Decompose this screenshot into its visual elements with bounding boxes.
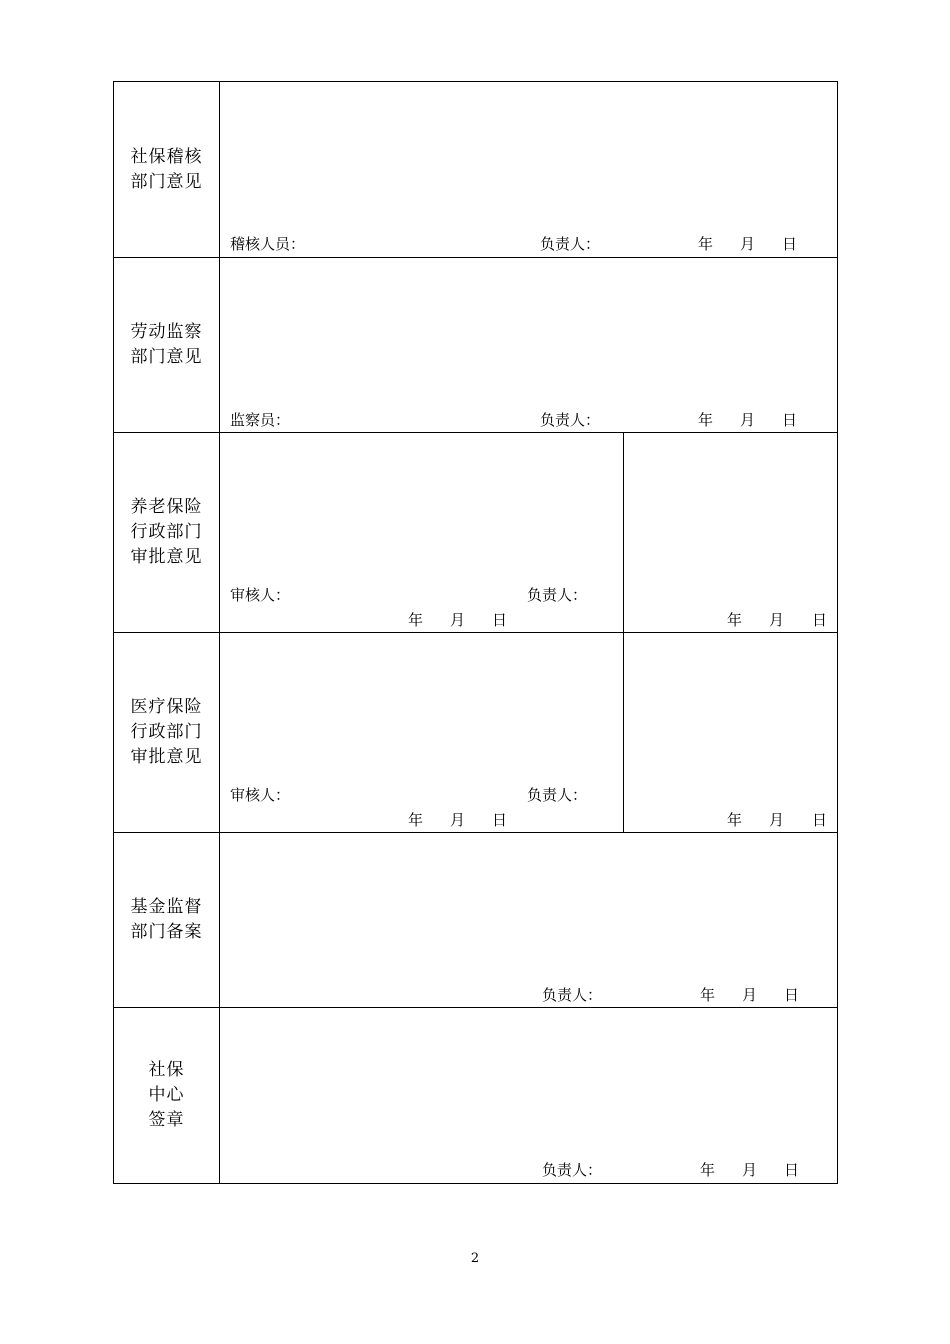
medical-responsible-label: 负责人： [527, 786, 588, 804]
labor-content-cell[interactable] [220, 258, 837, 432]
center-day-label: 日 [784, 1161, 800, 1179]
center-label-cell [114, 1008, 220, 1183]
pension-responsible-label: 负责人： [527, 586, 588, 604]
fund-responsible-label: 负责人： [542, 986, 603, 1004]
labor-responsible-label: 负责人： [540, 411, 601, 429]
medical-reviewer-year: 年 [408, 811, 424, 829]
pension-reviewer-label: 审核人： [230, 586, 291, 604]
medical-label: 医疗保险 行政部门 审批意见 [130, 697, 203, 767]
center-year-label: 年 [700, 1161, 716, 1179]
medical-reviewer-label: 审核人： [230, 786, 291, 804]
row-center-seal [114, 1008, 837, 1183]
pension-reviewer-year: 年 [408, 611, 424, 629]
inspector-label: 监察员： [230, 411, 291, 429]
fund-month-label: 月 [742, 986, 758, 1004]
labor-label-cell [114, 258, 220, 432]
pension-responsible-month: 月 [769, 611, 785, 629]
row-fund-supervision-filing [114, 833, 837, 1008]
audit-month-label: 月 [740, 235, 756, 253]
medical-responsible-year: 年 [727, 811, 743, 829]
center-label: 社保 中心 签章 [148, 1060, 185, 1130]
center-responsible-label: 负责人： [542, 1161, 603, 1179]
pension-responsible-year: 年 [727, 611, 743, 629]
audit-responsible-label: 负责人： [540, 235, 601, 253]
medical-reviewer-day: 日 [492, 811, 508, 829]
labor-month-label: 月 [740, 411, 756, 429]
pension-column-divider [623, 433, 624, 632]
medical-reviewer-month: 月 [450, 811, 466, 829]
pension-label-cell [114, 433, 220, 632]
fund-label: 基金监督 部门备案 [130, 897, 203, 942]
medical-responsible-day: 日 [812, 811, 828, 829]
medical-responsible-month: 月 [769, 811, 785, 829]
audit-year-label: 年 [698, 235, 714, 253]
center-content-cell[interactable] [220, 1008, 837, 1183]
medical-content-cell[interactable] [220, 633, 837, 832]
row-labor-inspection-opinion [114, 258, 837, 433]
fund-day-label: 日 [784, 986, 800, 1004]
pension-reviewer-month: 月 [450, 611, 466, 629]
audit-label-cell [114, 82, 220, 257]
fund-content-cell[interactable] [220, 833, 837, 1007]
medical-column-divider [623, 633, 624, 832]
approval-form-table [113, 81, 838, 1184]
labor-year-label: 年 [698, 411, 714, 429]
center-month-label: 月 [742, 1161, 758, 1179]
page-number: 2 [470, 1251, 480, 1266]
row-pension-approval [114, 433, 837, 633]
pension-content-cell[interactable] [220, 433, 837, 632]
fund-label-cell [114, 833, 220, 1007]
medical-label-cell [114, 633, 220, 832]
row-medical-approval [114, 633, 837, 833]
audit-content-cell[interactable] [220, 82, 837, 257]
fund-year-label: 年 [700, 986, 716, 1004]
pension-label: 养老保险 行政部门 审批意见 [130, 497, 203, 567]
pension-responsible-day: 日 [812, 611, 828, 629]
audit-label: 社保稽核 部门意见 [130, 146, 203, 192]
row-audit-opinion [114, 82, 837, 258]
labor-day-label: 日 [782, 411, 798, 429]
labor-label: 劳动监察 部门意见 [130, 322, 203, 367]
auditor-label: 稽核人员： [230, 235, 306, 253]
pension-reviewer-day: 日 [492, 611, 508, 629]
audit-day-label: 日 [782, 235, 798, 253]
